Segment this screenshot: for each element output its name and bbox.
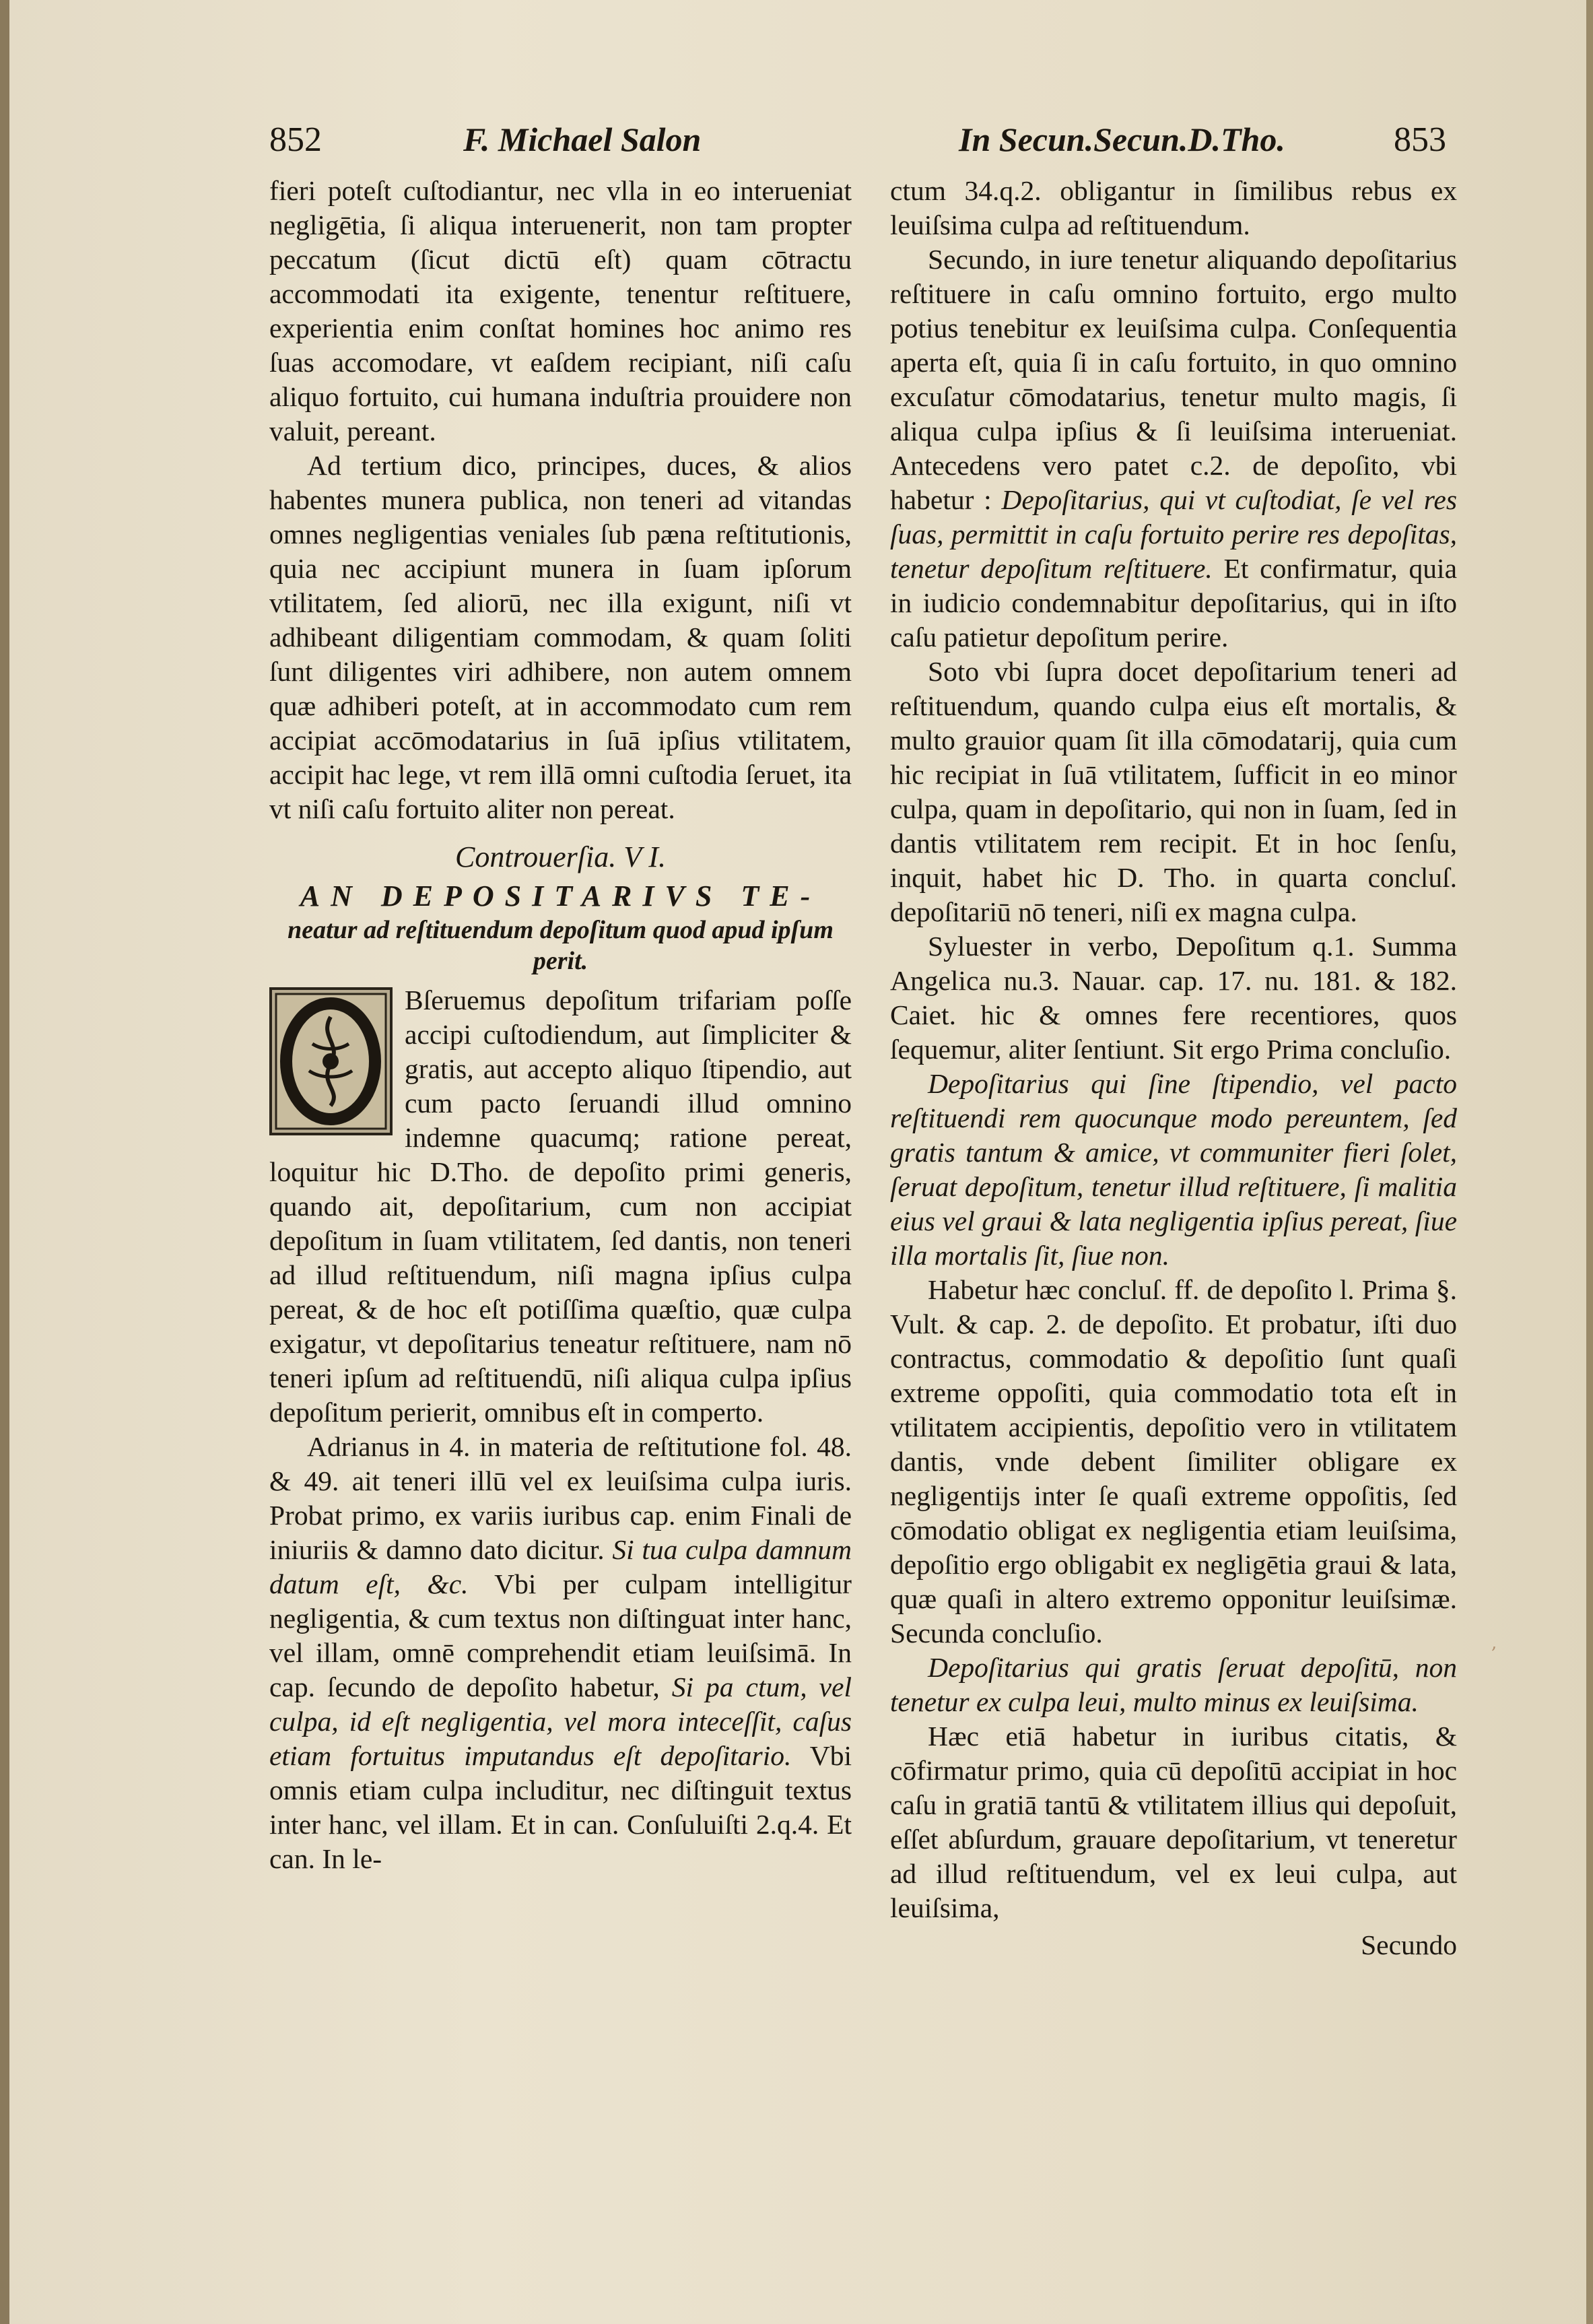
decorated-initial-o (269, 987, 393, 1135)
text-run: Secundo, in iure tenetur aliquando depoſitarius reſtituere in caſu omnino fortuito, ergo multo potius tenebitur ex leuiſsima culpa. Conſequentia aperta eſt, quia ſi in caſu fortuito, in quo omnino excuſatur cōmodatarius, tenetur multo magis, ſi aliqua culpa ipſius & ſi leuiſsima interueniat. Antecedens vero patet c.2. de depoſito, vbi habetur : (890, 244, 1457, 515)
paragraph: Soto vbi ſupra docet depoſitarium teneri ad reſtituendum, quando culpa eius eſt mortalis, & multo grauior quam ſit illa cōmodatarij, quia cum hic recipiat in ſuā vtilitatem, ſufficit in eo minor culpa, quam in depoſitario, qui non in ſuam, ſed in dantis vtilitatem rem recipit. Et in hoc ſenſu, inquit, habet hic D. Tho. in quarta concluſ. depoſitariū nō teneri, niſi ex magna culpa. (890, 656, 1457, 927)
paragraph: ctum 34.q.2. obligantur in ſimilibus rebus ex leuiſsima culpa ad reſtituendum. (890, 175, 1457, 240)
right-header (1394, 120, 1446, 160)
catchword: Secundo (1361, 1929, 1457, 1960)
citation-italic: Si pa ctum, vel culpa, id eſt negligentia, vel mora inteceſſit, caſus etiam fortuitus imputandus eſt depoſitario. (269, 1671, 852, 1771)
second-conclusion: Depoſitarius qui gratis ſeruat depoſitū, non tenetur ex culpa leui, multo minus ex leuiſsima. (890, 1652, 1457, 1717)
citation-italic: Si tua culpa damnum datum eſt, &c. (269, 1534, 852, 1599)
left-running-title: F. Michael Salon (463, 121, 702, 158)
right-text-column (890, 174, 1457, 1962)
ink-mark: , (1491, 1633, 1497, 1653)
paragraph: Bſeruemus depoſitum trifariam poſſe accipi cuſtodiendum, aut ſimpliciter & gratis, aut accepto aliquo ſtipendio, aut cum pacto ſeruandi illud omnino indemne quacumq; ratione pereat, loquitur hic D.Tho. de depoſito primi generis, quando ait, depoſitarium, cum non accipiat depoſitum in ſuam vtilitatem, ſed dantis, non teneri ad illud reſtituendum, niſi magna ipſius culpa pereat, & de hoc eſt potiſſima quæſtio, quæ culpa exigatur, vt depoſitarius teneatur reſtituere, nam nō teneri ipſum ad reſtituendū, niſi aliqua culpa ipſius depoſitum perierit, omnibus eſt in comperto. (269, 985, 852, 1428)
paragraph (890, 242, 1457, 655)
paragraph: Ad tertium dico, principes, duces, & alios habentes munera publica, non teneri ad vitandas omnes negligentias veniales ſub pæna reſtitutionis, quia nec accipiunt munera in ſuam ipſorum vtilitatem, ſed aliorū, nec illa exigunt, niſi vt adhibeant diligentiam commodam, & quam ſoliti ſunt diligentes viri adhibere, non autem omnem quæ adhiberi poteſt, at in accommodato cum rem accipiat accōmodatarius in ſuā ipſius vtilitatem, accipit hac lege, vt rem illā omni cuſtodia ſeruet, ita vt niſi caſu fortuito aliter non pereat. (269, 450, 852, 824)
paragraph: fieri poteſt cuſtodiantur, nec vlla in eo interueniat negligētia, ſi aliqua interuenerit, non tam propter peccatum (ſicut dictū eſt) quam cōtractu accommodati ita exigente, tenentur reſtituere, experientia enim conſtat homines hoc animo res ſuas accomodare, vt eaſdem recipiant, niſi caſu aliquo fortuito, cui humana induſtria prouidere non valuit, pereant. (269, 175, 852, 446)
section-subtitle: neatur ad reſtituendum depoſitum quod apud ipſum perit. (287, 916, 834, 975)
left-header (269, 120, 322, 160)
text-run: Et confirmatur, quia in iudicio condemnabitur depoſitarius, qui in iſto caſu patietur depoſitum perire. (890, 553, 1457, 653)
controversy-heading: Controuerſia. V I. (455, 840, 666, 873)
section-title: AN DEPOSITARIVS TE- (300, 879, 821, 912)
paragraph: Hæc etiā habetur in iuribus citatis, & cōfirmatur primo, quia cū depoſitū accipiat in hoc caſu in gratiā tantū & vtilitatem illius qui depoſuit, eſſet abſurdum, grauare depoſitarium, vt teneretur ad illud reſtituendum, vel ex leui culpa, aut leuiſsima, (890, 1721, 1457, 1923)
paragraph: Syluester in verbo, Depoſitum q.1. Summa Angelica nu.3. Nauar. cap. 17. nu. 181. & 182. Caiet. hic & omnes fere recentiores, quos ſequemur, aliter ſentiunt. Sit ergo Prima concluſio. (890, 931, 1457, 1065)
paragraph: Habetur hæc concluſ. ff. de depoſito l. Prima §. Vult. & cap. 2. de depoſito. Et probatur, iſti duo contractus, commodatio & depoſitio ſunt quaſi extreme oppoſiti, quia commodatio tota eſt in vtilitatem accipientis, depoſitio vero in vtilitatem dantis, vnde debent ſimiliter obligare ex negligentijs inter ſe quaſi extreme oppoſitis, ſed cōmodatio obligat ex negligentia etiam leuiſsima, depoſitio ergo obligabit ex negligētia graui & lata, quæ quaſi in altero extremo opponitur leuiſsimæ. Secunda concluſio. (890, 1274, 1457, 1649)
left-page-number: 852 (269, 121, 322, 159)
left-page-edge (0, 0, 9, 2324)
floral-initial-icon (272, 990, 390, 1133)
left-text-column (269, 174, 852, 1876)
paragraph (269, 1430, 852, 1876)
right-running-title: In Secun.Secun.D.Tho. (959, 121, 1285, 158)
text-run: Vbi per culpam intelligitur negligentia, & cum textus non diſtinguat inter hanc, vel illam, omnē comprehendit etiam leuiſsimā. In cap. ſecundo de depoſito habetur, (269, 1568, 852, 1702)
right-page-edge (1586, 0, 1593, 2324)
right-page-number: 853 (1394, 121, 1446, 159)
text-run: Vbi omnis etiam culpa includitur, nec diſtinguit textus inter hanc, vel illam. Et in can. Conſuluiſti 2.q.4. Et can. In le- (269, 1740, 852, 1874)
citation-italic: Depoſitarius, qui vt cuſtodiat, ſe vel res ſuas, permittit in caſu fortuito perire res depoſitas, tenetur depoſitum reſtituere. (890, 484, 1457, 584)
initial-paragraph (269, 983, 852, 1430)
first-conclusion: Depoſitarius qui ſine ſtipendio, vel pacto reſtituendi rem quocunque modo pereuntem, ſed gratis tantum & amice, vt communiter fieri ſolet, ſeruat depoſitum, tenetur illud reſtituere, ſi malitia eius vel graui & lata negligentia ipſius pereat, ſiue illa mortalis ſit, ſiue non. (890, 1068, 1457, 1271)
text-run: Adrianus in 4. in materia de reſtitutione fol. 48. & 49. ait teneri illū vel ex leuiſsima culpa iuris. Probat primo, ex variis iuribus cap. enim Finali de iniuriis & damno dato dicitur. (269, 1431, 852, 1565)
